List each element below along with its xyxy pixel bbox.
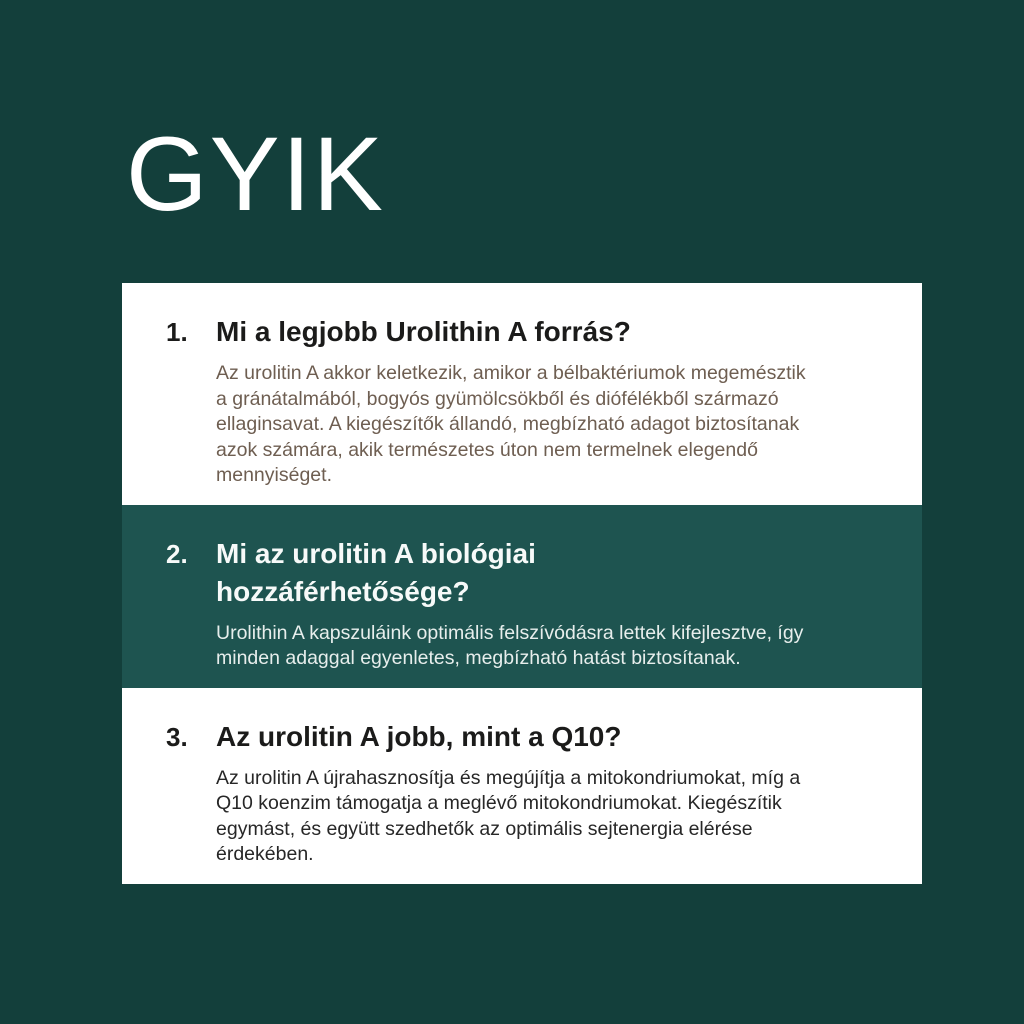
faq-item-content [216, 718, 864, 868]
faq-question: Az urolitin A jobb, mint a Q10? [216, 720, 622, 752]
faq-item-content [216, 313, 864, 489]
faq-item-number: 2. [166, 538, 188, 569]
page-title: GYIK [126, 116, 385, 233]
faq-item-number: 3. [166, 721, 188, 752]
faq-item-content [216, 535, 864, 672]
faq-question: Mi a legjobb Urolithin A forrás? [216, 316, 631, 347]
faq-item-3 [122, 688, 922, 884]
faq-item-number: 1. [166, 317, 188, 347]
faq-list [122, 283, 922, 884]
faq-answer: Az urolitin A újrahasznosítja és megújítja a mitokondriumokat, míg a Q10 koenzim támogatja a meglévő mitokondriumokat. Kiegészítik egymást, és együtt szedhetők az optimális sejtenergia elérése érdekében. [216, 766, 801, 865]
faq-item-2 [122, 505, 922, 688]
faq-question: Mi az urolitin A biológiai hozzáférhetősége? [216, 537, 536, 607]
faq-answer: Urolithin A kapszuláink optimális felszívódásra lettek kifejlesztve, így minden adaggal egyenletes, megbízható hatást biztosítanak. [216, 621, 804, 669]
faq-answer: Az urolitin A akkor keletkezik, amikor a bélbaktériumok megemésztik a gránátalmából, bogyós gyümölcsökből és diófélékből származó ellaginsavat. A kiegészítők állandó, megbízható adagot biztosítanak azok számára, akik természetes úton nem termelnek elegendő mennyiséget. [216, 362, 806, 486]
faq-item-1 [122, 283, 922, 505]
